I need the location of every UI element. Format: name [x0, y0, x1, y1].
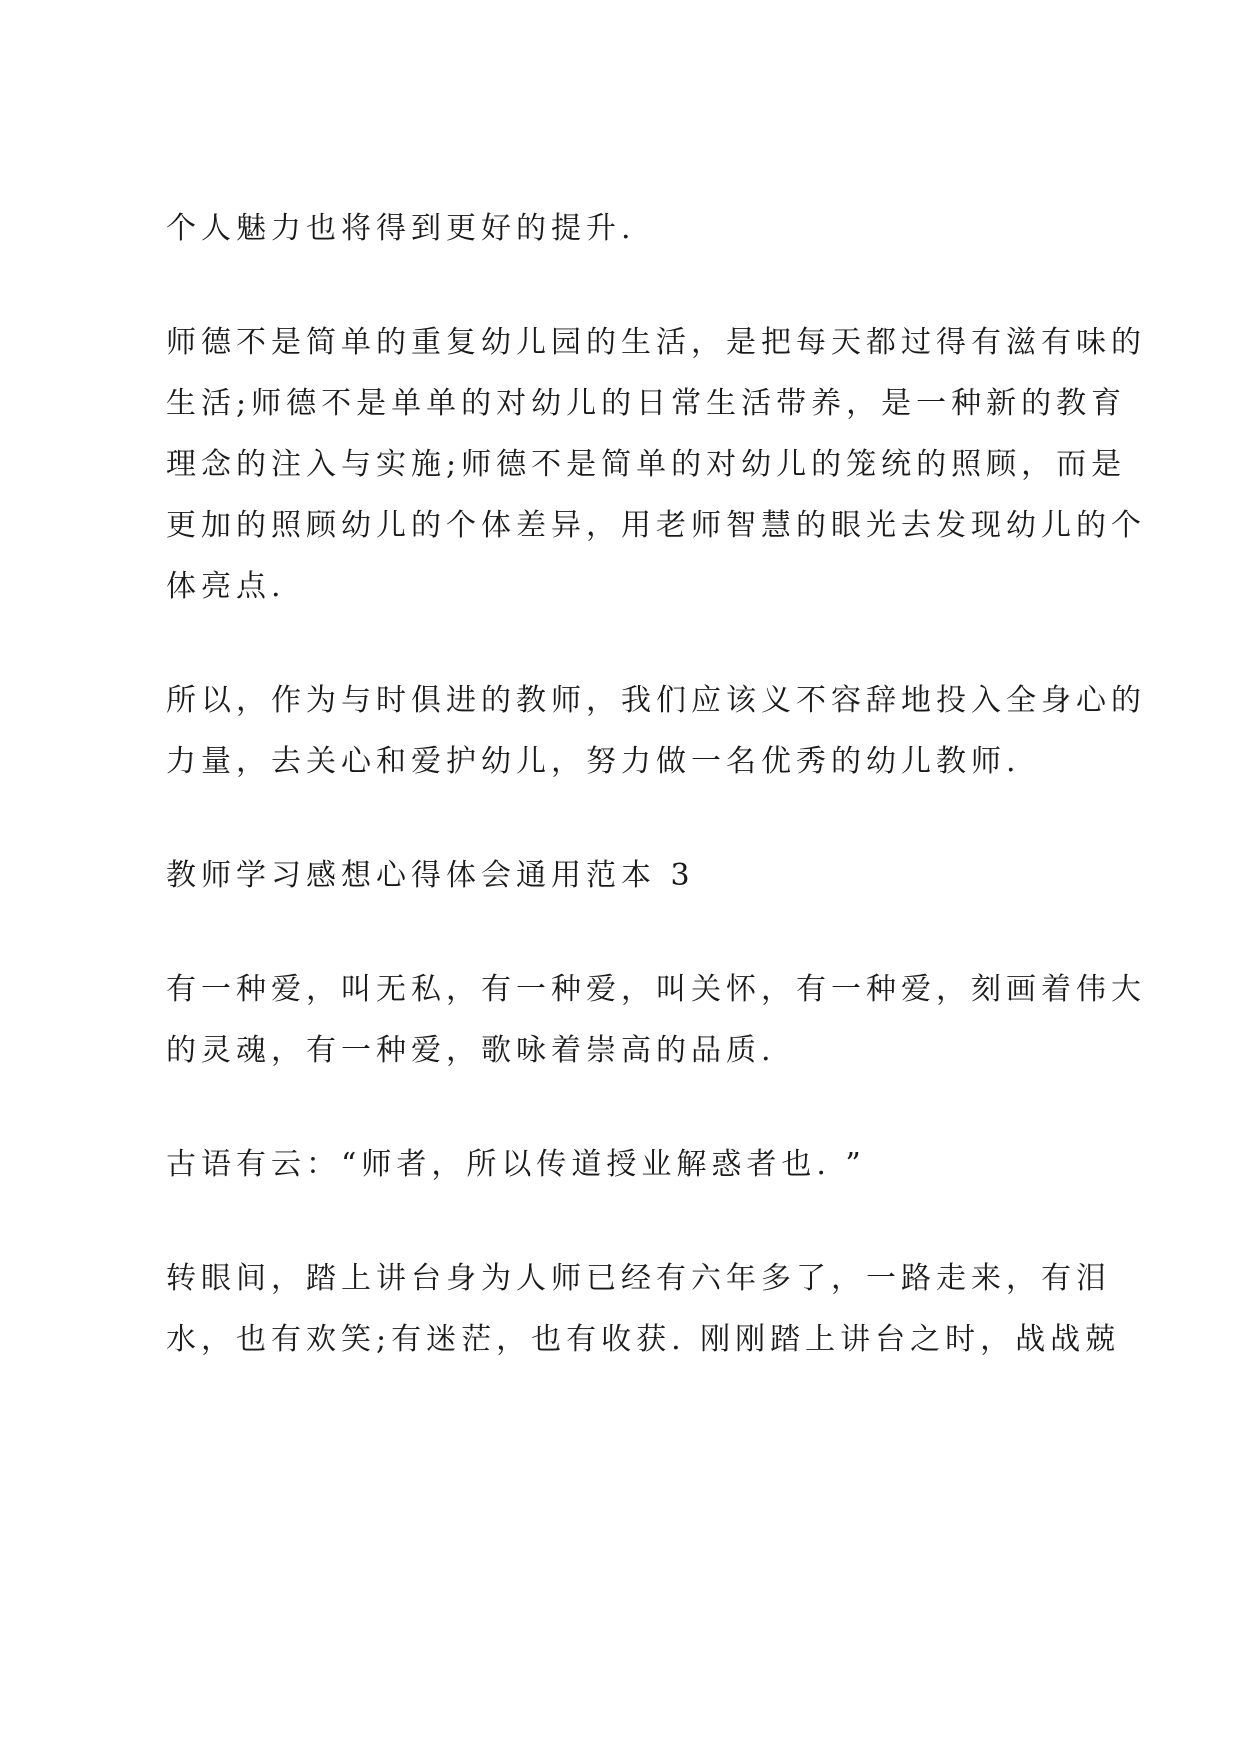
- paragraph-7-line-2: 水，也有欢笑;有迷茫，也有收获. 刚刚踏上讲台之时，战战兢: [166, 1322, 1121, 1357]
- paragraph-2-line-5: 体亮点.: [166, 569, 286, 604]
- paragraph-2-line-1: 师德不是简单的重复幼儿园的生活，是把每天都过得有滋有味的: [166, 325, 1146, 360]
- paragraph-7-line-1: 转眼间，踏上讲台身为人师已经有六年多了，一路走来，有泪: [166, 1261, 1111, 1296]
- paragraph-5-line-1: 有一种爱，叫无私，有一种爱，叫关怀，有一种爱，刻画着伟大: [166, 972, 1146, 1007]
- paragraph-2-line-4: 更加的照顾幼儿的个体差异，用老师智慧的眼光去发现幼儿的个: [166, 508, 1146, 543]
- paragraph-1-line-1: 个人魅力也将得到更好的提升.: [166, 211, 636, 246]
- section-heading: 教师学习感想心得体会通用范本 3: [166, 858, 695, 893]
- paragraph-5-line-2: 的灵魂，有一种爱，歌咏着崇高的品质.: [166, 1033, 776, 1068]
- paragraph-6-line-1: 古语有云：“师者，所以传道授业解惑者也. ”: [166, 1147, 866, 1182]
- paragraph-2-line-3: 理念的注入与实施;师德不是简单的对幼儿的笼统的照顾，而是: [166, 447, 1127, 482]
- paragraph-3-line-2: 力量，去关心和爱护幼儿，努力做一名优秀的幼儿教师.: [166, 744, 1021, 779]
- paragraph-3-line-1: 所以，作为与时俱进的教师，我们应该义不容辞地投入全身心的: [166, 683, 1146, 718]
- paragraph-2-line-2: 生活;师德不是单单的对幼儿的日常生活带养，是一种新的教育: [166, 386, 1127, 421]
